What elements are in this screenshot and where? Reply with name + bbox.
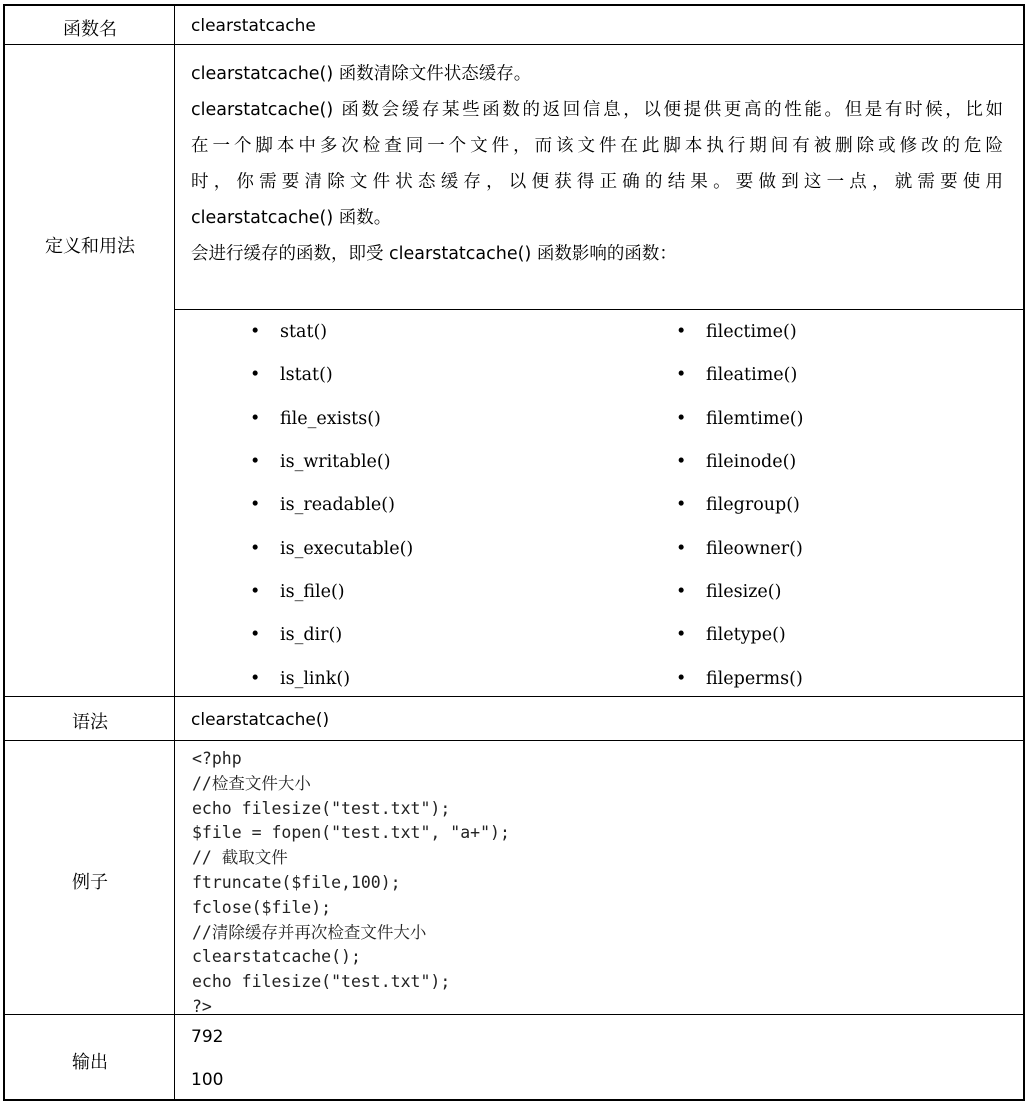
- output-value: 792: [191, 1027, 224, 1047]
- syntax-value: clearstatcache(): [191, 710, 330, 730]
- definition-line: 在一个脚本中多次检查同一个文件，而该文件在此脚本执行期间有被删除或修改的危险: [191, 136, 1003, 156]
- row-label-definition: 定义和用法: [45, 236, 135, 257]
- definition-line: 时，你需要清除文件状态缓存，以便获得正确的结果。要做到这一点，就需要使用: [191, 172, 1003, 192]
- code-line: <?php: [192, 749, 242, 768]
- definition-line: clearstatcache() 函数清除文件状态缓存。: [191, 64, 532, 84]
- row-divider: [174, 309, 1023, 310]
- code-line: clearstatcache();: [192, 947, 361, 967]
- code-line: $file = fopen("test.txt", "a+");: [192, 823, 510, 843]
- row-label-function-name: 函数名: [63, 19, 117, 40]
- definition-line: 会进行缓存的函数，即受 clearstatcache() 函数影响的函数：: [191, 244, 677, 264]
- definition-text: [191, 56, 1003, 272]
- row-divider: [5, 696, 1023, 697]
- definition-line: clearstatcache() 函数会缓存某些函数的返回信息，以便提供更高的性能。但是有时候，比如: [191, 100, 1003, 120]
- code-line: echo filesize("test.txt");: [192, 972, 451, 992]
- code-line: fclose($file);: [192, 897, 332, 917]
- output-value: 100: [191, 1070, 224, 1090]
- row-divider: [5, 44, 1023, 45]
- row-label-output: 输出: [72, 1052, 108, 1073]
- code-line: //检查文件大小: [192, 773, 311, 793]
- code-line: // 截取文件: [192, 848, 288, 868]
- row-label-example: 例子: [72, 872, 108, 893]
- code-line: ?>: [192, 996, 212, 1016]
- row-divider: [5, 740, 1023, 741]
- column-divider: [174, 6, 175, 1099]
- function-reference-table: 函数名 clearstatcache 定义和用法 clearstatcache() 函数清除文件状态缓存。 clearstatcache() 函数会缓存某些函数的返回信息，以便提供更高的性能。但是有时候，比如 在一个脚本中多次检查同一个文件，而该文件在此脚本执行期间有被删除或修改的危险 时，你需要清除文件状态缓存，以便获得正确的结果。要做到这一点，就需要使用 clearstatcache() 函数。 会进行缓存的函数，即受 clearstatcache() 函数影响的函数： • stat() • lstat() • file_exists() • is_writable() • is_readable() • is_executable() • is_file() • is_dir() • is_link() • filectime() • fileatime() • filemtime() • fileinode() • filegroup() • fileowner() • filesize() • filetype() • fileperms() 语法 clearstatcache() 例子 <?php //检查文件大小 echo filesize("test.txt"); $file = fopen("test.txt", "a+"); // 截取文件 ftruncate($file,100); fclose($file); //清除缓存并再次检查文件大小 clearstatcache(); echo filesize("test.txt"); ?> 输出 792 100: [3, 4, 1025, 1101]
- row-divider: [5, 1014, 1023, 1015]
- example-code: [192, 747, 510, 1020]
- function-name-value: clearstatcache: [191, 16, 316, 36]
- row-label-syntax: 语法: [72, 712, 108, 733]
- code-line: ftruncate($file,100);: [192, 872, 401, 892]
- code-line: //清除缓存并再次检查文件大小: [192, 922, 427, 942]
- code-line: echo filesize("test.txt");: [192, 798, 451, 818]
- definition-line: clearstatcache() 函数。: [191, 208, 392, 228]
